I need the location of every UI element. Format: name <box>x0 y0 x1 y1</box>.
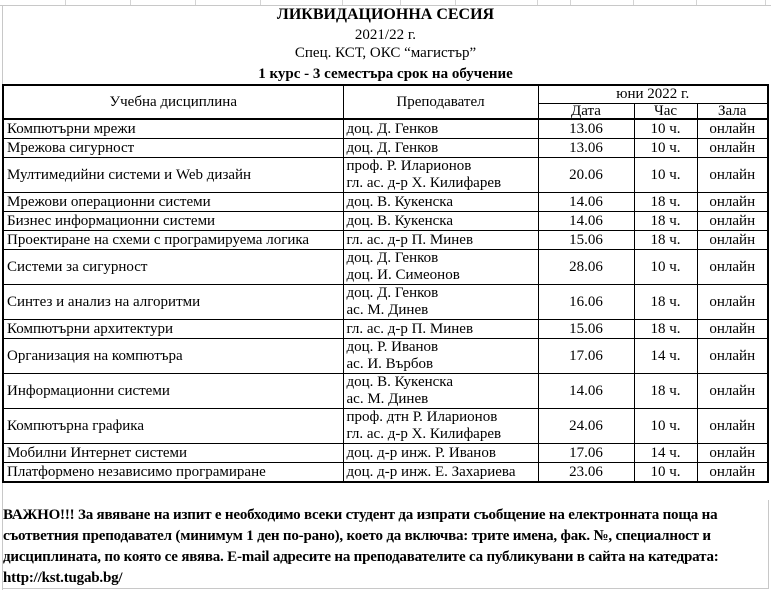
teacher-cell <box>343 463 538 483</box>
teacher-cell <box>343 119 538 139</box>
hall-cell: онлайн <box>697 119 768 139</box>
document-title: ЛИКВИДАЦИОННА СЕСИЯ <box>276 6 495 23</box>
teacher-name: ас. М. Динев <box>346 391 429 407</box>
course-label: 1 курс - 3 семестъра срок на обучение <box>258 66 513 82</box>
hour-cell: 18 ч. <box>634 212 697 231</box>
discipline-cell: Синтез и анализ на алгоритми <box>3 285 343 320</box>
date-cell: 14.06 <box>538 374 634 409</box>
discipline-cell: Платформено независимо програмиране <box>3 463 343 483</box>
hall-cell: онлайн <box>697 374 768 409</box>
exam-schedule-table <box>2 84 769 483</box>
date-cell: 16.06 <box>538 285 634 320</box>
date-cell: 28.06 <box>538 250 634 285</box>
date-cell: 14.06 <box>538 193 634 212</box>
hour-cell: 10 ч. <box>634 463 697 483</box>
hour-cell: 10 ч. <box>634 119 697 139</box>
teacher-cell <box>343 231 538 250</box>
teacher-name: ас. М. Динев <box>346 302 429 318</box>
hall-cell: онлайн <box>697 463 768 483</box>
specialty-label: Спец. КСТ, ОКС “магистър” <box>294 45 477 61</box>
teacher-cell <box>343 212 538 231</box>
teacher-cell <box>343 374 538 409</box>
teacher-cell <box>343 158 538 193</box>
table-row <box>3 158 768 193</box>
teacher-name: доц. И. Симеонов <box>346 267 460 283</box>
teacher-cell <box>343 193 538 212</box>
discipline-cell: Компютърни мрежи <box>3 119 343 139</box>
hall-cell: онлайн <box>697 285 768 320</box>
hour-cell: 18 ч. <box>634 193 697 212</box>
table-row <box>3 444 768 463</box>
teacher-name: проф. дтн Р. Иларионов <box>346 409 498 425</box>
date-cell: 13.06 <box>538 139 634 158</box>
discipline-cell: Мрежова сигурност <box>3 139 343 158</box>
teacher-cell <box>343 285 538 320</box>
hour-cell: 10 ч. <box>634 409 697 444</box>
discipline-cell: Мрежови операционни системи <box>3 193 343 212</box>
hall-cell: онлайн <box>697 444 768 463</box>
teacher-name: доц. В. Кукенска <box>346 193 454 210</box>
discipline-cell: Компютърни архитектури <box>3 320 343 339</box>
discipline-cell: Бизнес информационни системи <box>3 212 343 231</box>
teacher-name: гл. ас. д-р П. Минев <box>346 320 474 337</box>
table-row <box>3 320 768 339</box>
discipline-cell: Системи за сигурност <box>3 250 343 285</box>
hour-cell: 14 ч. <box>634 339 697 374</box>
important-notice: ВАЖНО!!! За явяване на изпит е необходимо всеки студент да изпрати съобщение на електронната поща на съответния преподавател (минимум 1 ден по-рано), което да включва: трите имена, фак. №, специалност и дисциплината, по която се явява. E-mail адресите на преподавателите са публикувани в сайта на катедрата: http://kst.tugab.bg/ <box>3 507 719 586</box>
academic-year: 2021/22 г. <box>354 27 417 43</box>
discipline-cell: Мобилни Интернет системи <box>3 444 343 463</box>
hall-cell: онлайн <box>697 320 768 339</box>
discipline-cell: Проектиране на схеми с програмируема логика <box>3 231 343 250</box>
hour-cell: 18 ч. <box>634 320 697 339</box>
teacher-cell <box>343 444 538 463</box>
teacher-name: доц. Д. Генков <box>346 120 439 137</box>
teacher-name: ас. И. Върбов <box>346 356 434 372</box>
column-header-hour: Час <box>634 104 697 120</box>
date-cell: 14.06 <box>538 212 634 231</box>
teacher-name: доц. Д. Генков <box>346 250 439 266</box>
hall-cell: онлайн <box>697 250 768 285</box>
teacher-name: гл. ас. д-р Х. Килифарев <box>346 426 502 442</box>
table-row <box>3 119 768 139</box>
teacher-cell <box>343 139 538 158</box>
hour-cell: 18 ч. <box>634 231 697 250</box>
table-row <box>3 339 768 374</box>
teacher-name: доц. В. Кукенска <box>346 212 454 229</box>
teacher-name: доц. д-р инж. Р. Иванов <box>346 444 496 461</box>
table-row <box>3 231 768 250</box>
table-row <box>3 374 768 409</box>
teacher-cell <box>343 250 538 285</box>
teacher-name: доц. Д. Генков <box>346 139 439 156</box>
discipline-cell: Организация на компютъра <box>3 339 343 374</box>
hour-cell: 14 ч. <box>634 444 697 463</box>
table-row <box>3 409 768 444</box>
hour-cell: 10 ч. <box>634 250 697 285</box>
hall-cell: онлайн <box>697 212 768 231</box>
teacher-cell <box>343 320 538 339</box>
column-header-date: Дата <box>538 104 634 120</box>
teacher-name: гл. ас. д-р Х. Килифарев <box>346 175 502 191</box>
hall-cell: онлайн <box>697 339 768 374</box>
table-row <box>3 463 768 483</box>
column-header-discipline: Учебна дисциплина <box>3 85 343 119</box>
date-cell: 17.06 <box>538 339 634 374</box>
table-row <box>3 212 768 231</box>
date-cell: 13.06 <box>538 119 634 139</box>
column-header-teacher: Преподавател <box>343 85 538 119</box>
teacher-name: доц. Р. Иванов <box>346 339 439 355</box>
discipline-cell: Компютърна графика <box>3 409 343 444</box>
teacher-name: гл. ас. д-р П. Минев <box>346 231 474 248</box>
date-cell: 17.06 <box>538 444 634 463</box>
date-cell: 24.06 <box>538 409 634 444</box>
hour-cell: 18 ч. <box>634 285 697 320</box>
discipline-cell: Информационни системи <box>3 374 343 409</box>
date-cell: 23.06 <box>538 463 634 483</box>
teacher-name: проф. Р. Иларионов <box>346 158 472 174</box>
hall-cell: онлайн <box>697 158 768 193</box>
date-cell: 15.06 <box>538 231 634 250</box>
hour-cell: 18 ч. <box>634 374 697 409</box>
discipline-cell: Мултимедийни системи и Web дизайн <box>3 158 343 193</box>
hour-cell: 10 ч. <box>634 158 697 193</box>
hour-cell: 10 ч. <box>634 139 697 158</box>
hall-cell: онлайн <box>697 139 768 158</box>
teacher-cell <box>343 409 538 444</box>
table-row <box>3 250 768 285</box>
teacher-cell <box>343 339 538 374</box>
teacher-name: доц. Д. Генков <box>346 285 439 301</box>
date-cell: 15.06 <box>538 320 634 339</box>
table-row <box>3 139 768 158</box>
hall-cell: онлайн <box>697 231 768 250</box>
teacher-name: доц. В. Кукенска <box>346 374 454 390</box>
teacher-name: доц. д-р инж. Е. Захариева <box>346 463 516 480</box>
column-header-hall: Зала <box>697 104 768 120</box>
table-row <box>3 285 768 320</box>
hall-cell: онлайн <box>697 193 768 212</box>
date-cell: 20.06 <box>538 158 634 193</box>
table-row <box>3 193 768 212</box>
hall-cell: онлайн <box>697 409 768 444</box>
column-header-period: юни 2022 г. <box>538 85 768 104</box>
